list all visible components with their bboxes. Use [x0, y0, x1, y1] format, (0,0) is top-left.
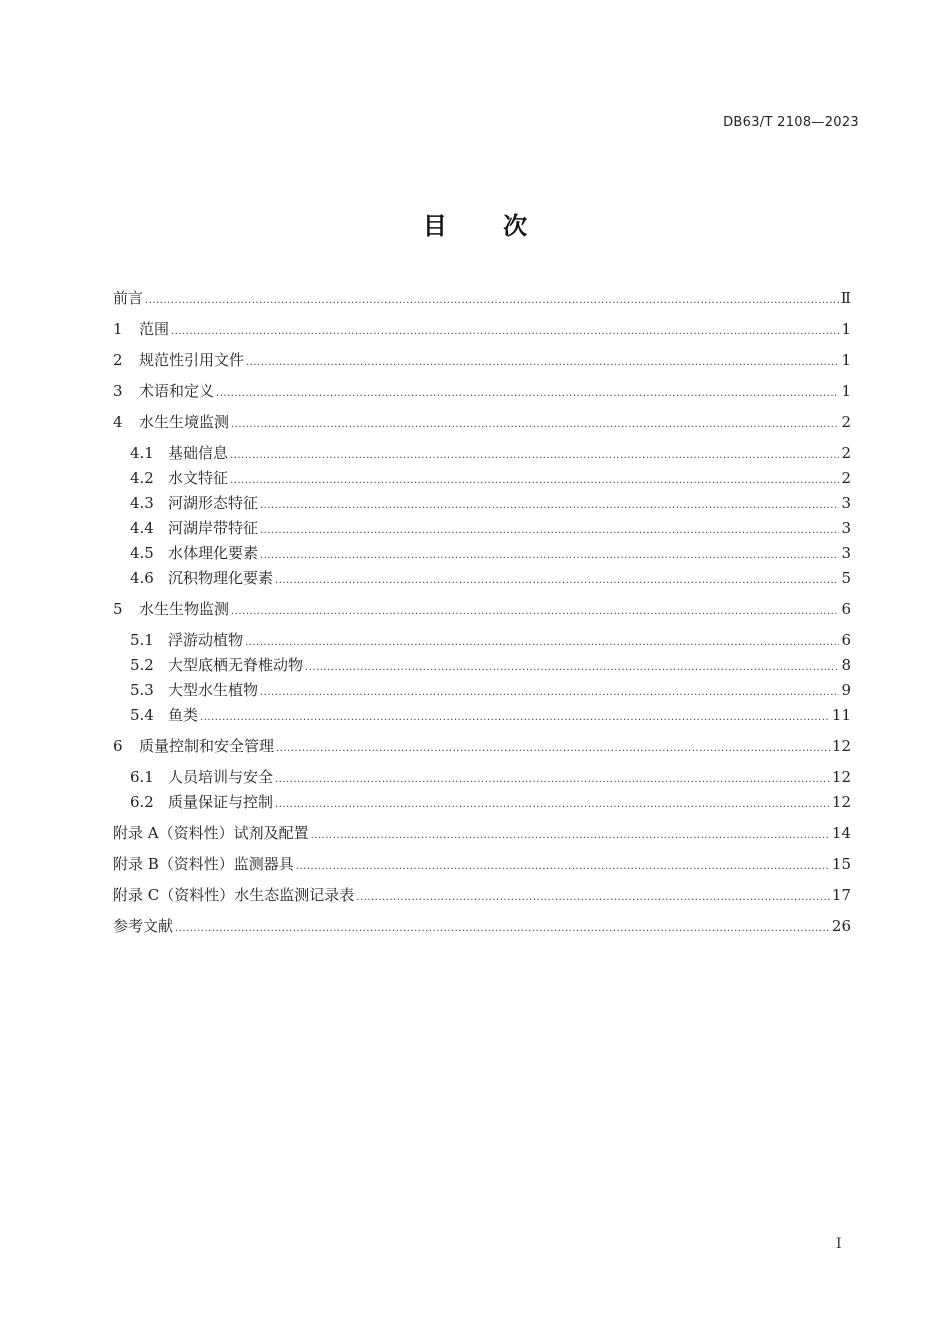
- toc-page: 1: [841, 382, 851, 400]
- toc-label: 水生生境监测: [139, 413, 230, 431]
- toc-entry-6[interactable]: [113, 736, 851, 756]
- toc-number: 6.1: [130, 768, 154, 786]
- appendix-prefix: 附录 B（资料性）: [113, 855, 234, 873]
- toc-label: 鱼类: [168, 706, 199, 724]
- toc-number: 4.1: [130, 444, 154, 462]
- toc-page: 2: [841, 469, 851, 487]
- toc-label: 试剂及配置: [233, 824, 309, 842]
- toc-number: 5: [113, 600, 123, 618]
- toc-number: 5.4: [130, 706, 154, 724]
- toc-entry-4-6[interactable]: [130, 568, 851, 588]
- toc-leader-dots: [275, 792, 830, 815]
- toc-number: 1: [113, 320, 123, 338]
- toc-entry-5-3[interactable]: [130, 680, 851, 700]
- toc-leader-dots: [275, 767, 830, 790]
- toc-leader-dots: [230, 468, 839, 491]
- toc-page: 3: [841, 544, 851, 562]
- toc-label: 水文特征: [168, 469, 229, 487]
- toc-label: 质量控制和安全管理: [139, 737, 275, 755]
- toc-entry-6-1[interactable]: [130, 767, 851, 787]
- toc-label: 大型水生植物: [168, 681, 259, 699]
- toc-number: 4.5: [130, 544, 154, 562]
- toc-label: 前言: [113, 289, 144, 307]
- toc-entry-4-4[interactable]: [130, 518, 851, 538]
- toc-entry-5-1[interactable]: [130, 630, 851, 650]
- toc-page: 6: [841, 600, 851, 618]
- page-title: 目 次: [422, 212, 552, 240]
- toc-leader-dots: [245, 630, 839, 653]
- toc-page: 3: [841, 519, 851, 537]
- toc-entry-foreword[interactable]: [113, 288, 851, 308]
- toc-leader-dots: [356, 885, 830, 908]
- toc-label: 沉积物理化要素: [168, 569, 274, 587]
- toc-label: 参考文献: [113, 917, 174, 935]
- toc-leader-dots: [305, 655, 839, 678]
- toc-entry-2[interactable]: [113, 350, 851, 370]
- toc-number: 3: [113, 382, 123, 400]
- toc-label: 水生态监测记录表: [234, 886, 355, 904]
- toc-leader-dots: [311, 823, 830, 846]
- toc-page: 6: [841, 631, 851, 649]
- toc-number: 6: [113, 737, 123, 755]
- toc-page: 11: [831, 706, 851, 724]
- toc-number: 5.1: [130, 631, 154, 649]
- toc-entry-5-4[interactable]: [130, 705, 851, 725]
- toc-entry-4-3[interactable]: [130, 493, 851, 513]
- toc-page: Ⅱ: [840, 289, 851, 307]
- toc-number: 4.2: [130, 469, 154, 487]
- toc-entry-5[interactable]: [113, 599, 851, 619]
- toc-page: 1: [841, 351, 851, 369]
- toc-page: 17: [831, 886, 851, 904]
- toc-leader-dots: [296, 854, 830, 877]
- appendix-prefix: 附录 C（资料性）: [113, 886, 235, 904]
- toc-entry-6-2[interactable]: [130, 792, 851, 812]
- appendix-prefix: 附录 A（资料性）: [113, 824, 234, 842]
- toc-page: 3: [841, 494, 851, 512]
- page-number: I: [836, 1236, 842, 1252]
- toc-label: 河湖形态特征: [168, 494, 259, 512]
- toc-page: 8: [841, 656, 851, 674]
- toc-label: 范围: [139, 320, 170, 338]
- toc-label: 监测器具: [233, 855, 294, 873]
- toc-entry-3[interactable]: [113, 381, 851, 401]
- toc-label: 浮游动植物: [168, 631, 244, 649]
- toc-entry-4-5[interactable]: [130, 543, 851, 563]
- toc-label: 河湖岸带特征: [168, 519, 259, 537]
- toc-entry-4[interactable]: [113, 412, 851, 432]
- toc-label: 人员培训与安全: [168, 768, 274, 786]
- toc-leader-dots: [260, 493, 839, 516]
- toc-page: 2: [841, 413, 851, 431]
- toc-entry-references[interactable]: [113, 916, 851, 936]
- toc-page: 14: [831, 824, 851, 842]
- toc-leader-dots: [171, 319, 839, 342]
- toc-number: 5.2: [130, 656, 154, 674]
- toc-entry-4-1[interactable]: [130, 443, 851, 463]
- toc-leader-dots: [260, 680, 839, 703]
- toc-page: 26: [831, 917, 851, 935]
- toc-leader-dots: [175, 916, 830, 939]
- toc-leader-dots: [216, 381, 839, 404]
- toc-label: 水体理化要素: [168, 544, 259, 562]
- toc-page: 9: [841, 681, 851, 699]
- toc-label: 质量保证与控制: [168, 793, 274, 811]
- toc-page: 12: [831, 737, 851, 755]
- toc-label: 规范性引用文件: [139, 351, 245, 369]
- toc-entry-appendix-b[interactable]: [113, 854, 851, 874]
- toc-number: 2: [113, 351, 123, 369]
- toc-entry-4-2[interactable]: [130, 468, 851, 488]
- toc-label: 大型底栖无脊椎动物: [168, 656, 304, 674]
- toc-page: 2: [841, 444, 851, 462]
- toc-label: 术语和定义: [139, 382, 215, 400]
- toc-label: 水生生物监测: [139, 600, 230, 618]
- toc-entry-appendix-c[interactable]: [113, 885, 851, 905]
- toc-label: 基础信息: [168, 444, 229, 462]
- toc-leader-dots: [260, 518, 839, 541]
- toc-leader-dots: [276, 736, 830, 759]
- toc-page: 15: [831, 855, 851, 873]
- toc-entry-1[interactable]: [113, 319, 851, 339]
- toc-number: 6.2: [130, 793, 154, 811]
- toc-page: 12: [831, 768, 851, 786]
- toc-leader-dots: [231, 412, 839, 435]
- toc-entry-5-2[interactable]: [130, 655, 851, 675]
- toc-leader-dots: [231, 599, 839, 622]
- toc-leader-dots: [260, 543, 839, 566]
- toc-page: 1: [841, 320, 851, 338]
- toc-page: 12: [831, 793, 851, 811]
- toc-entry-appendix-a[interactable]: [113, 823, 851, 843]
- toc-leader-dots: [246, 350, 839, 373]
- toc-number: 5.3: [130, 681, 154, 699]
- toc-number: 4.3: [130, 494, 154, 512]
- toc-number: 4: [113, 413, 123, 431]
- toc-number: 4.4: [130, 519, 154, 537]
- toc-leader-dots: [145, 288, 839, 311]
- standard-code: DB63/T 2108—2023: [723, 115, 859, 130]
- toc-leader-dots: [275, 568, 839, 591]
- toc-number: 4.6: [130, 569, 154, 587]
- toc-leader-dots: [200, 705, 830, 728]
- toc-leader-dots: [230, 443, 839, 466]
- toc-page: 5: [841, 569, 851, 587]
